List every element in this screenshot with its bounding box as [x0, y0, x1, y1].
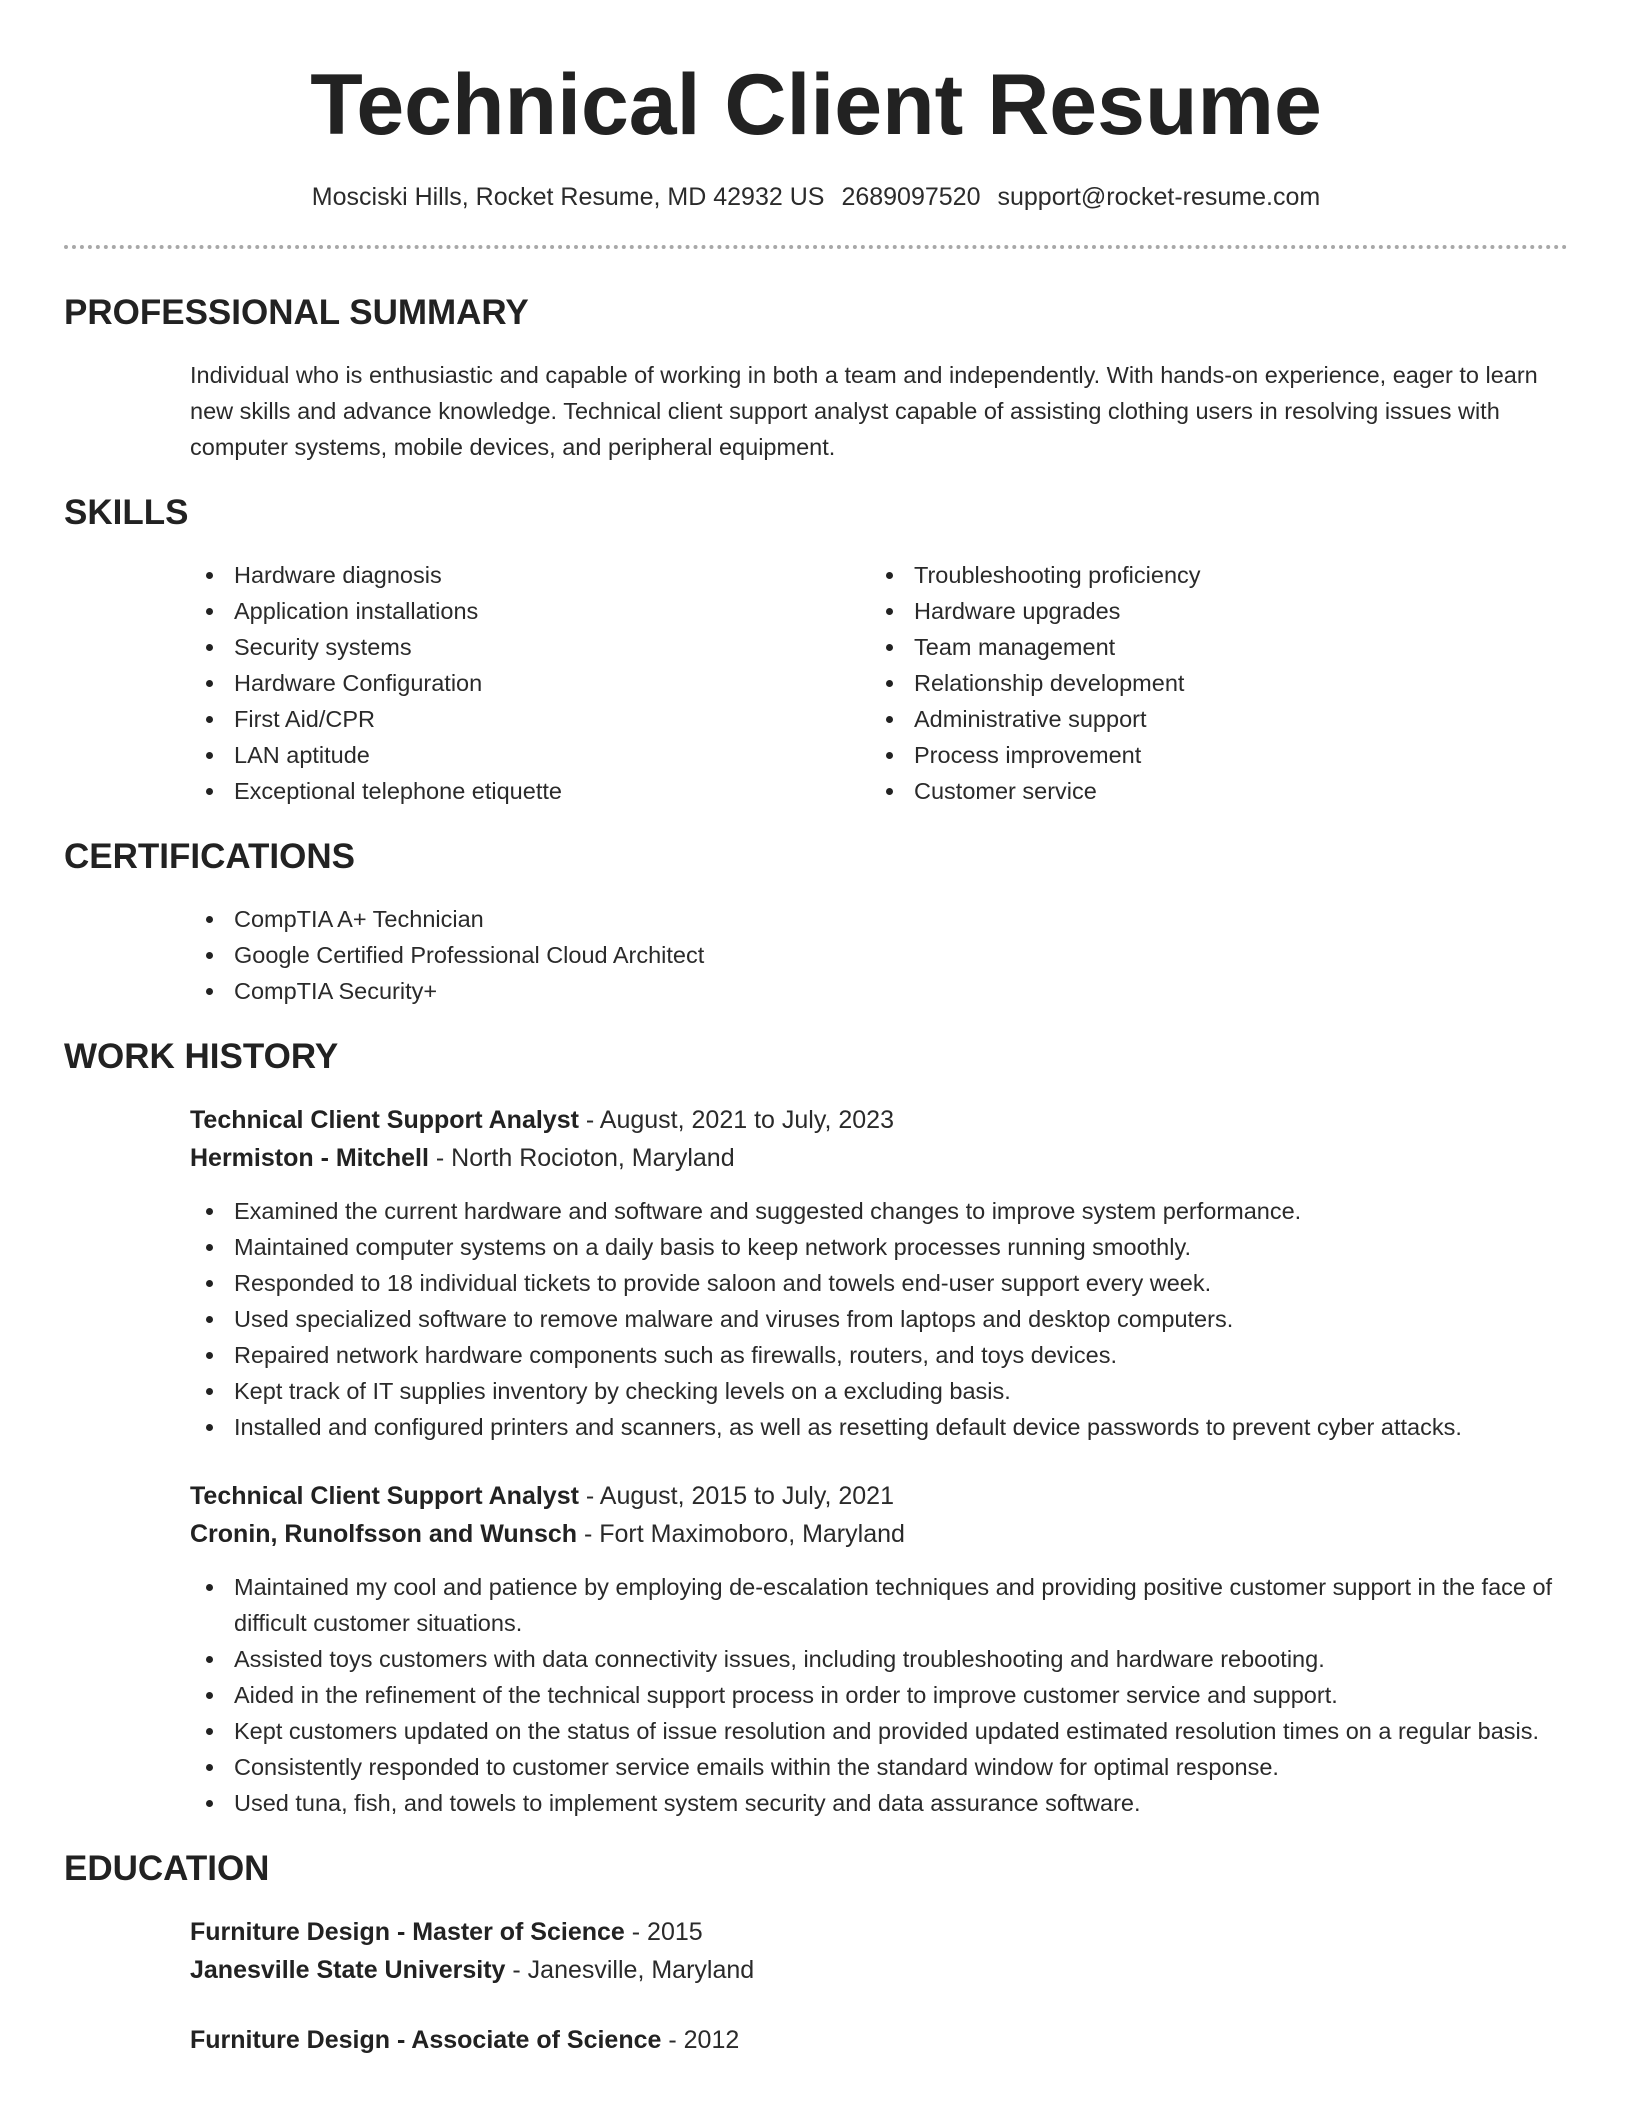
job-duty: Consistently responded to customer service emails within the standard window for optimal response. [190, 1749, 1568, 1785]
education-entry [190, 2021, 1568, 2059]
skills-grid [190, 557, 1568, 809]
job-duty: Used specialized software to remove malware and viruses from laptops and desktop computers. [190, 1301, 1568, 1337]
job-role: Technical Client Support Analyst [190, 1106, 579, 1134]
section-title: WORK HISTORY [64, 1037, 339, 1076]
skill-item: Customer service [870, 773, 1550, 809]
job-duties-list [190, 1193, 1568, 1445]
job-role: Technical Client Support Analyst [190, 1482, 579, 1510]
contact-address: Mosciski Hills, Rocket Resume, MD 42932 US [311, 183, 825, 211]
certification-item: CompTIA A+ Technician [190, 901, 1568, 937]
certifications-body [190, 901, 1568, 1009]
job-duty: Responded to 18 individual tickets to provide saloon and towels end-user support every week. [190, 1265, 1568, 1301]
skill-item: Hardware diagnosis [190, 557, 870, 593]
degree-line [190, 2021, 1568, 2059]
section-title: EDUCATION [64, 1849, 270, 1888]
skill-item: Hardware Configuration [190, 665, 870, 701]
job-duty: Maintained my cool and patience by employing de-escalation techniques and providing positive customer support in the face of difficult customer situations. [190, 1569, 1568, 1641]
summary-text: Individual who is enthusiastic and capable of working in both a team and independently. With hands-on experience, eager to learn new skills and advance knowledge. Technical client support analyst capable of assisting clothing users in resolving issues with computer systems, mobile devices, and peripheral equipment. [190, 362, 1538, 460]
candidate-name: Technical Client Resume [310, 57, 1322, 153]
job-company-line [190, 1515, 1568, 1553]
job-duty: Maintained computer systems on a daily basis to keep network processes running smoothly. [190, 1229, 1568, 1265]
job-title-line [190, 1477, 1568, 1515]
certification-item: CompTIA Security+ [190, 973, 1568, 1009]
job-company-line [190, 1139, 1568, 1177]
degree-year: - 2015 [624, 1918, 703, 1946]
summary-section [64, 293, 1568, 465]
school-line [190, 1951, 1568, 1989]
education-entry [190, 1913, 1568, 1989]
job-dates: - August, 2015 to July, 2021 [578, 1482, 894, 1510]
degree-year: - 2012 [661, 2026, 740, 2054]
job-duties-list [190, 1569, 1568, 1821]
job-entry [190, 1477, 1568, 1821]
resume-header [0, 0, 1632, 212]
job-duty: Kept customers updated on the status of issue resolution and provided updated estimated resolution times on a regular basis. [190, 1713, 1568, 1749]
degree-name: Furniture Design - Associate of Science [190, 2026, 662, 2054]
job-duty: Used tuna, fish, and towels to implement system security and data assurance software. [190, 1785, 1568, 1821]
section-title: CERTIFICATIONS [64, 837, 356, 876]
skills-list-left [190, 557, 870, 809]
job-dates: - August, 2021 to July, 2023 [578, 1106, 894, 1134]
job-duty: Repaired network hardware components such as firewalls, routers, and toys devices. [190, 1337, 1568, 1373]
job-company: Hermiston - Mitchell [190, 1144, 429, 1172]
job-location: - Fort Maximoboro, Maryland [577, 1520, 905, 1548]
skill-item: Hardware upgrades [870, 593, 1550, 629]
job-title-line [190, 1101, 1568, 1139]
skills-list-right [870, 557, 1550, 809]
education-section [64, 1849, 1568, 2059]
contact-line [0, 183, 1632, 212]
header-divider [64, 245, 1568, 249]
school-name: Janesville State University [190, 1956, 506, 1984]
skill-item: LAN aptitude [190, 737, 870, 773]
job-entry [190, 1101, 1568, 1445]
skill-item: Process improvement [870, 737, 1550, 773]
job-duty: Aided in the refinement of the technical support process in order to improve customer service and support. [190, 1677, 1568, 1713]
job-duty: Installed and configured printers and scanners, as well as resetting default device passwords to prevent cyber attacks. [190, 1409, 1568, 1445]
degree-line [190, 1913, 1568, 1951]
certifications-list [190, 901, 1568, 1009]
skill-item: First Aid/CPR [190, 701, 870, 737]
certifications-section [64, 837, 1568, 1009]
degree-name: Furniture Design - Master of Science [190, 1918, 625, 1946]
school-location: - Janesville, Maryland [505, 1956, 755, 1984]
job-duty: Examined the current hardware and software and suggested changes to improve system performance. [190, 1193, 1568, 1229]
skill-item: Exceptional telephone etiquette [190, 773, 870, 809]
skill-item: Relationship development [870, 665, 1550, 701]
skill-item: Team management [870, 629, 1550, 665]
skill-item: Application installations [190, 593, 870, 629]
skills-section [64, 493, 1568, 809]
summary-body [190, 357, 1568, 465]
job-duty: Kept track of IT supplies inventory by checking levels on a excluding basis. [190, 1373, 1568, 1409]
work-section [64, 1037, 1568, 1821]
skill-item: Troubleshooting proficiency [870, 557, 1550, 593]
section-title: PROFESSIONAL SUMMARY [64, 293, 529, 332]
job-company: Cronin, Runolfsson and Wunsch [190, 1520, 578, 1548]
skill-item: Administrative support [870, 701, 1550, 737]
contact-phone: 2689097520 [841, 183, 981, 211]
job-duty: Assisted toys customers with data connectivity issues, including troubleshooting and hardware rebooting. [190, 1641, 1568, 1677]
job-location: - North Rocioton, Maryland [428, 1144, 735, 1172]
contact-email: support@rocket-resume.com [997, 183, 1321, 211]
section-title: SKILLS [64, 493, 189, 532]
certification-item: Google Certified Professional Cloud Architect [190, 937, 1568, 973]
skill-item: Security systems [190, 629, 870, 665]
